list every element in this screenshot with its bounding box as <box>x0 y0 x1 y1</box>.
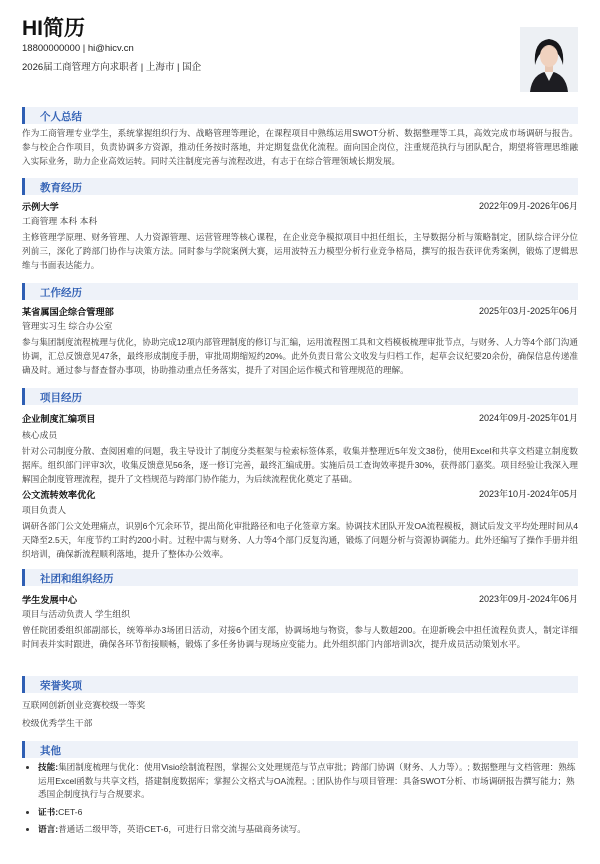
award-item: 校级优秀学生干部 <box>22 718 93 728</box>
job-target: 2026届工商管理方向求职者 | 上海市 | 国企 <box>22 62 202 73</box>
project-role: 核心成员 <box>22 430 58 440</box>
project-text: 针对公司制度分散、查阅困难的问题，我主导设计了制度分类框架与检索标签体系，收集并整理近5年发文38份，使用Excel和共享文档建立制度数据库。组织部门评审3次，收集反馈意见56条，逐一修订完善，最终汇编成册。实施后员工查询效率提升30%，获得部门嘉奖。项目经验让我深入理解国企制度管理流程，提升了文档规范与跨部门协作能力，为后续流程优化奠定了基础。 <box>22 446 578 484</box>
resume-name: HI简历 <box>22 17 85 40</box>
degree: 工商管理 本科 本科 <box>22 216 98 226</box>
project-name: 公文流转效率优化 <box>22 490 96 501</box>
project-role: 项目负责人 <box>22 505 66 516</box>
section-header-work: 工作经历 <box>22 283 578 300</box>
section-header-education: 教育经历 <box>22 178 578 195</box>
section-projects <box>22 388 578 562</box>
summary-text: 作为工商管理专业学生，系统掌握组织行为、战略管理等理论，在课程项目中熟练运用SWOT分析、数据整理等工具，高效完成市场调研与报告。参与校企合作项目，负责协调多方资源，推动任务按时落地，并定期复盘优化流程。面向国企岗位，注重规范执行与团队配合，期望将管理思维融入实际业务，助力企业高效运转。同时关注制度完善与流程改进，有志于在综合管理领域长期发展。 <box>22 128 578 166</box>
section-header-awards: 荣誉奖项 <box>22 676 578 693</box>
other-item-certificates: • 证书:CET-6 <box>38 806 578 820</box>
social-role: 项目与活动负责人 学生组织 <box>22 609 131 619</box>
section-education <box>22 178 578 272</box>
section-social <box>22 569 578 652</box>
school-name: 示例大学 <box>22 202 59 212</box>
award-item: 互联网创新创业竞赛校级一等奖 <box>22 700 146 710</box>
other-item-skills: • 技能:集团制度梳理与优化：使用Visio绘制流程图，掌握公文处理规范与节点审批；跨部门协调（财务、人力等）。; 数据整理与文档管理：熟练运用Excel函数与共享文档，搭建制度数据库；掌握公文格式与OA流程。; 团队协作与项目管理：具备SWOT分析、市场调研报告撰写能力；熟悉国企制度执行与合规要求。 <box>38 761 578 802</box>
profile-photo <box>520 27 578 92</box>
company-name: 某省属国企综合管理部 <box>22 307 114 317</box>
section-header-social: 社团和组织经历 <box>22 569 578 586</box>
work-text: 参与集团制度流程梳理与优化，协助完成12项内部管理制度的修订与汇编，运用流程图工具和文档模板梳理审批节点，与财务、人力等4个部门沟通协调，汇总反馈意见47条，最终形成制度手册，审批周期缩短约20%。此外负责日常公文收发与归档工作，起草会议纪要20余份，确保信息传递准确及时。通过参与督查督办事项，协助推动重点任务落实，提升了对国企运作模式和管理规范的理解。 <box>22 337 578 375</box>
education-text: 主修管理学原理、财务管理、人力资源管理、运营管理等核心课程，在企业竞争模拟项目中担任组长，主导数据分析与策略制定，团队综合评分位列前三，深化了跨部门协作与决策方法。同时参与学院案例大赛，运用波特五力模型分析行业竞争格局，撰写的报告获评优秀案例，锻炼了逻辑思维与书面表达能力。 <box>22 232 578 270</box>
section-summary <box>22 107 578 168</box>
social-text: 曾任院团委组织部副部长，统筹举办3场团日活动，对接6个团支部，协调场地与物资，参与人数超200。在迎新晚会中担任流程负责人，制定详细时间表并实时跟进，确保各环节衔接顺畅，锻炼了多任务协调与现场应变能力。此外组织部门内部培训3次，提升成员活动策划水平。 <box>22 625 578 649</box>
section-other <box>22 741 578 841</box>
other-list <box>22 761 578 837</box>
section-header-projects: 项目经历 <box>22 388 578 405</box>
social-dates: 2023年09月-2024年06月 <box>478 594 578 604</box>
project-text: 调研各部门公文处理痛点，识别6个冗余环节，提出简化审批路径和电子化签章方案。协调技术团队开发OA流程模板，测试后发文平均处理时间从4天降至2.5天，年度节约工时约200小时。过程中需与财务、人力等4个部门反复沟通，锻炼了问题分析与资源协调能力。此外还编写了操作手册并组织培训，确保新流程顺利落地，提升了整体办公效率。 <box>22 521 578 559</box>
work-dates: 2025年03月-2025年06月 <box>478 306 578 316</box>
section-work <box>22 283 578 377</box>
project-name: 企业制度汇编项目 <box>22 414 96 424</box>
section-awards <box>22 676 578 730</box>
section-header-summary: 个人总结 <box>22 107 578 124</box>
section-header-other: 其他 <box>22 741 578 758</box>
contact-info: 18800000000 | hi@hicv.cn <box>22 43 134 54</box>
other-item-languages: • 语言:普通话二级甲等，英语CET-6，可进行日常交流与基础商务读写。 <box>38 823 578 837</box>
organization-name: 学生发展中心 <box>22 595 78 605</box>
work-role: 管理实习生 综合办公室 <box>22 321 113 331</box>
project-dates: 2024年09月-2025年01月 <box>478 413 578 423</box>
project-dates: 2023年10月-2024年05月 <box>478 489 578 500</box>
education-dates: 2022年09月-2026年06月 <box>478 201 578 211</box>
